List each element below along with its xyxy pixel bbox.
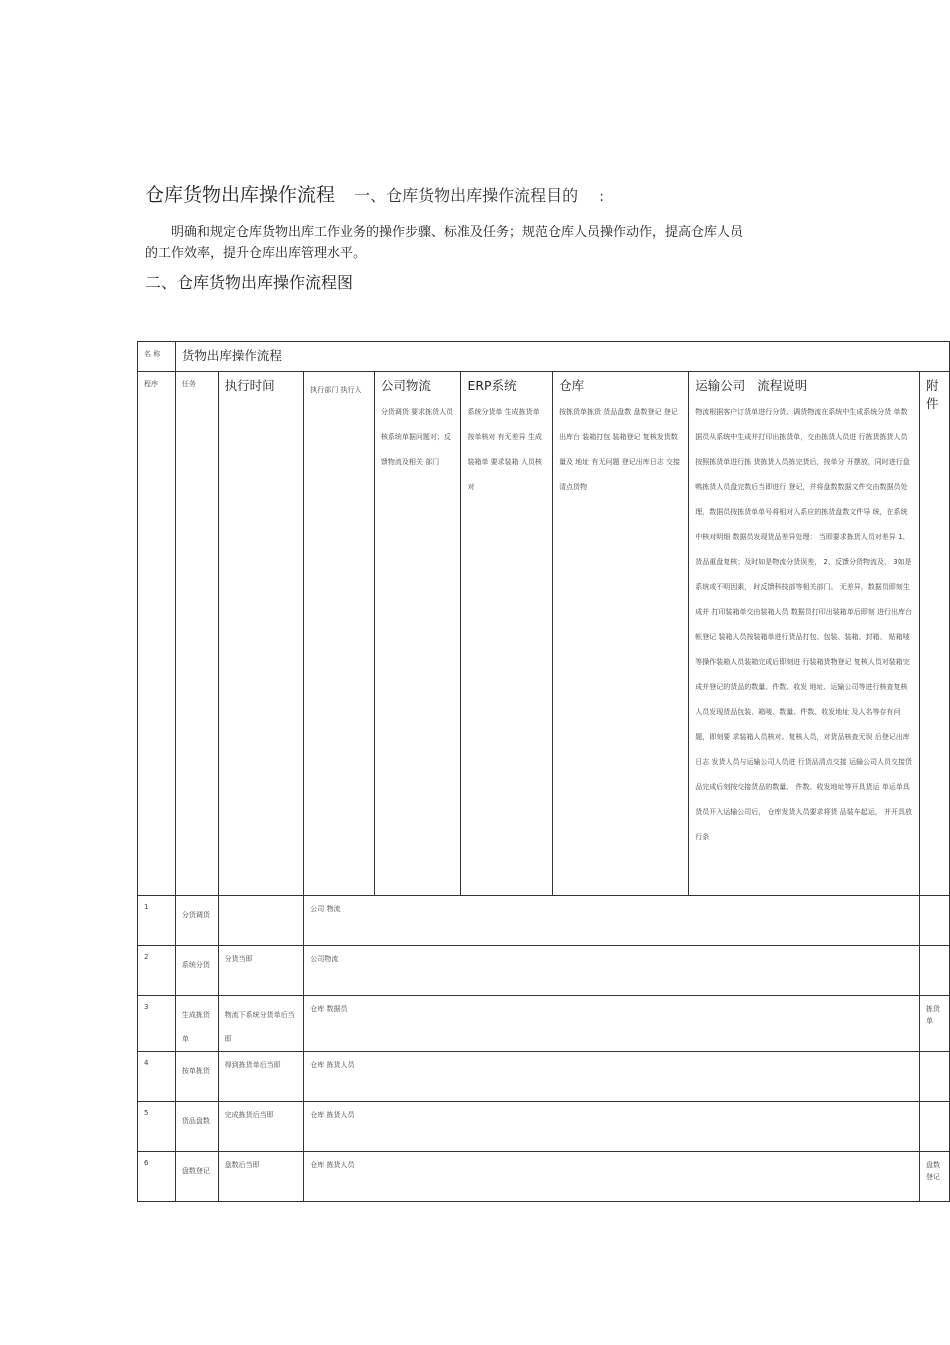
section1-colon: : xyxy=(599,189,604,205)
table-row: 2 系统分货 分货当即 公司物流 xyxy=(138,946,950,996)
table-row: 1 分货调货 公司 物流 xyxy=(138,896,950,946)
table-header-row xyxy=(138,372,950,896)
header-dept: 执行部门 执行人 xyxy=(304,372,375,896)
table-row: 3 生成拣货 单 物流下系统分货单后当即 仓库 数据员 拣货单 xyxy=(138,996,950,1052)
flow-name: 货物出库操作流程 xyxy=(181,348,282,363)
company-title: 公司物流 xyxy=(380,378,431,393)
description-title: 流程说明 xyxy=(757,378,808,393)
purpose-text: 明确和规定仓库货物出库工作业务的操作步骤、标准及任务；规范仓库人员操作动作，提高仓库人员的工作效率，提升仓库出库管理水平。 xyxy=(145,225,744,261)
header-attach: 附件 xyxy=(919,372,949,896)
name-value-cell xyxy=(175,342,949,372)
name-label: 名 称 xyxy=(144,350,161,358)
flow-table xyxy=(137,341,950,1202)
header-task: 任务 xyxy=(175,372,218,896)
header-warehouse xyxy=(553,372,689,896)
table-name-row xyxy=(138,342,950,372)
section1-heading: 一、仓库货物出库操作流程目的 xyxy=(354,186,579,205)
document-title: 仓库货物出库操作流程 xyxy=(145,184,336,206)
warehouse-flow-text: 按拣货单拣货 货品盘数 盘数登记 登记出库台 装箱打包 装箱登记 复核发货数量及 地址 有无问题 登记出库日志 交接清点货物 xyxy=(559,408,680,491)
header-seq: 程序 xyxy=(138,372,176,896)
description-text: 物流根据客户订货单进行分货、调货物流在系统中生成系统分货 单数据员从系统中生成并打印出拣货单，交由拣货人员进 行拣货拣货人员按照拣货单进行拣 货拣货人员拣完货后，按单分 开摆放，同时进行盘鸭拣货人员盘完数后当即进行 登记，并将盘数数据文件交由数据员处理，数据员按拣货单单号将相对入系应的拣货盘数文件导 统，在系统中核对明细 数据员发现货品差异处理： 当即要求拣货人员对差异 1、货品重盘复核；及时如是物流分货误差， 2、反馈分货物流及， 3如是系统或不明因素， 时反馈科技部等相关部门。 无差异，数据员即刻生成并 打印装箱单交由装箱人员 数据员打印出装箱单后即刻 进行出库台帐登记 装箱人员按装箱单进行货品打包、包装、装箱、封箱、 贴箱唛等操作装箱人员装箱完成后即刻进 行装箱货物登记 复核人员对装箱完成并登记的货品的数量、件数、收发 地址、运输公司等进行核查复核人员发现货品包装、箱唛、数量、件数、收发地址 及人名等存有问题，即刻要 求装箱人员核对。复核人员，对货品核查无误 后登记出库日志 发货人员与运输公司人员进 行货品清点交接 运输公司人员交接货品完成后刻按交接货品的数量、 件数、收发地址等开具货运 单运单具货员开入运输公司后， 仓库发货人员要求将货 品装车起运， 并开具放行条 xyxy=(695,408,912,841)
name-label-cell xyxy=(138,342,176,372)
table-row: 5 货品盘数 完成拣货后当即 仓库 拣货人员 xyxy=(138,1102,950,1152)
header-description xyxy=(689,372,920,896)
table-row: 6 盘数登记 盘数后当即 仓库 拣货人员 盘数登记 xyxy=(138,1152,950,1202)
table-row: 4 按单拣货 得到拣货单后当即 仓库 拣货人员 xyxy=(138,1052,950,1102)
erp-title: ERP系统 xyxy=(467,378,517,393)
title-line xyxy=(145,180,604,207)
header-erp xyxy=(461,372,553,896)
header-time: 执行时间 xyxy=(218,372,304,896)
transport-title: 运输公司 xyxy=(695,378,746,393)
company-flow-text: 分货调货 要求拣货人员核系统单据问题对；反馈物流及相关 部门 xyxy=(380,408,454,466)
transport-desc-titles xyxy=(689,372,919,394)
section2-heading: 二、仓库货物出库操作流程图 xyxy=(145,273,354,292)
header-company xyxy=(374,372,461,896)
purpose-paragraph xyxy=(145,222,745,264)
warehouse-title: 仓库 xyxy=(559,378,585,393)
erp-flow-text: 系统分货单 生成拣货单 按单核对 有无差异 生成装箱单 要求装箱 人员核对 xyxy=(467,408,542,491)
